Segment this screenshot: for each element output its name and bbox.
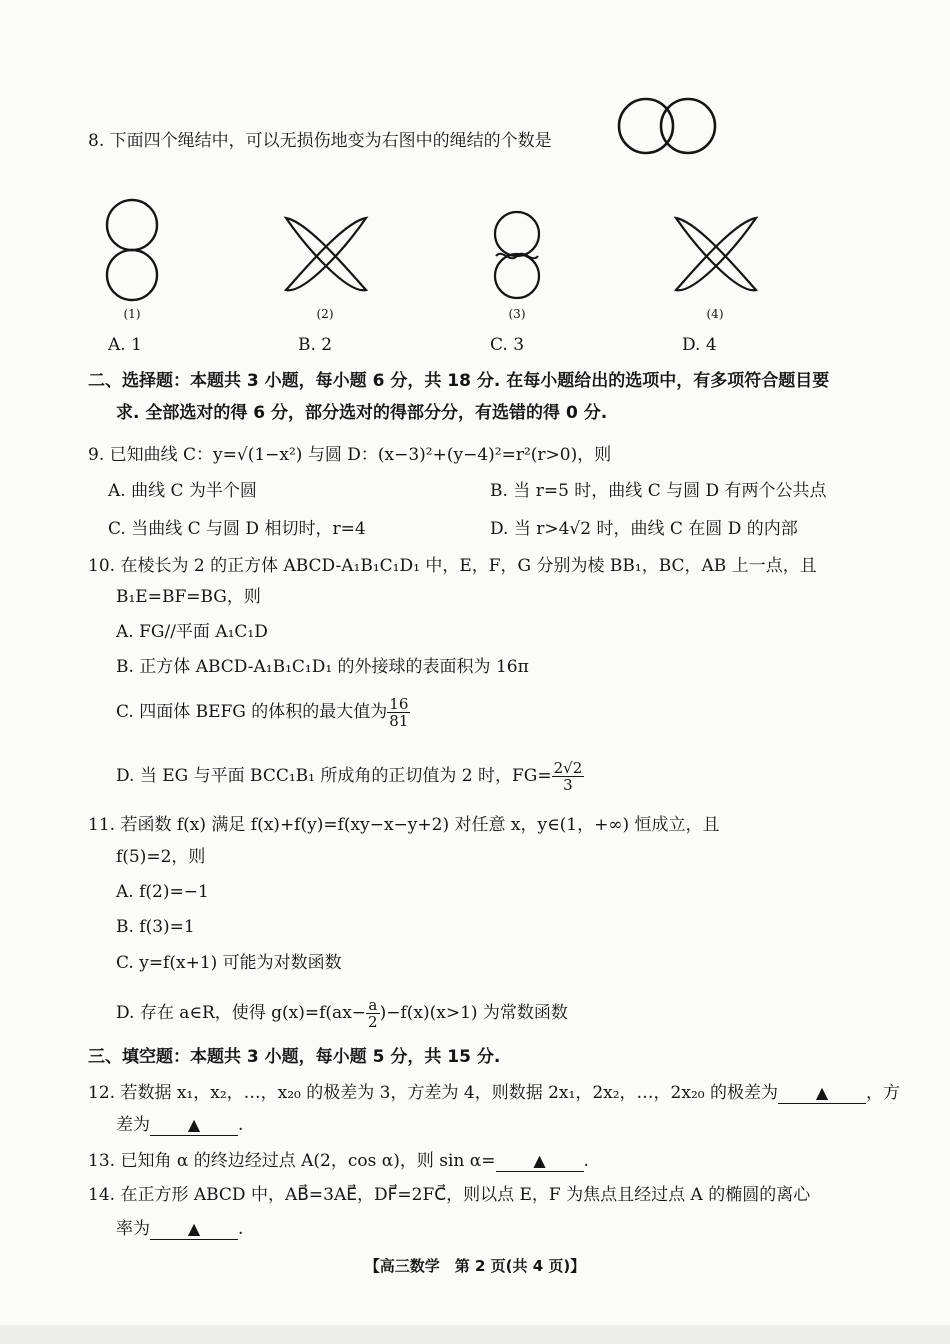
q12-answer-blank-1[interactable]: ▲ bbox=[778, 1083, 866, 1104]
q11-option-d-text: D. 存在 a∈R，使得 g(x)=f(ax− bbox=[116, 1003, 367, 1023]
section2-heading-line1: 二、选择题：本题共 3 小题，每小题 6 分，共 18 分. 在每小题给出的选项中，有多项符合题目要 bbox=[88, 371, 830, 391]
q9-option-d[interactable]: D. 当 r>4√2 时，曲线 C 在圆 D 的内部 bbox=[490, 519, 798, 539]
knot-label-1: (1) bbox=[123, 307, 141, 321]
q9-option-a[interactable]: A. 曲线 C 为半个圆 bbox=[108, 481, 257, 501]
q10-option-d-text: D. 当 EG 与平面 BCC₁B₁ 所成角的正切值为 2 时，FG= bbox=[116, 766, 552, 786]
q14-line2 bbox=[116, 1218, 243, 1240]
q14-line1: 14. 在正方形 ABCD 中，AB⃗=3AE⃗，DF⃗=2FC⃗，则以点 E，F 为焦点且经过点 A 的椭圆的离心 bbox=[88, 1185, 811, 1205]
q9-stem: 9. 已知曲线 C：y=√(1−x²) 与圆 D：(x−3)²+(y−4)²=r²(r>0)，则 bbox=[88, 445, 612, 465]
q12-line1 bbox=[88, 1082, 900, 1104]
q8-option-a[interactable]: A. 1 bbox=[108, 335, 142, 355]
q10-option-a[interactable]: A. FG//平面 A₁C₁D bbox=[116, 622, 268, 642]
knot-label-2: (2) bbox=[316, 307, 334, 321]
q11-option-a[interactable]: A. f(2)=−1 bbox=[116, 882, 209, 902]
q10-option-c[interactable] bbox=[116, 696, 410, 729]
q9-option-b[interactable]: B. 当 r=5 时，曲线 C 与圆 D 有两个公共点 bbox=[490, 481, 827, 501]
q13-suffix: . bbox=[583, 1151, 589, 1171]
q14-line2-text: 率为 bbox=[116, 1219, 150, 1239]
q13-answer-blank[interactable]: ▲ bbox=[496, 1151, 584, 1172]
q13-line bbox=[88, 1150, 589, 1172]
knot-label-4: (4) bbox=[706, 307, 724, 321]
q12-answer-blank-2[interactable]: ▲ bbox=[150, 1115, 238, 1136]
q10-option-c-text: C. 四面体 BEFG 的体积的最大值为 bbox=[116, 702, 388, 722]
section3-heading: 三、填空题：本题共 3 小题，每小题 5 分，共 15 分. bbox=[88, 1047, 501, 1067]
q8-stem: 8. 下面四个绳结中，可以无损伤地变为右图中的绳结的个数是 bbox=[88, 131, 552, 151]
q10-option-b[interactable]: B. 正方体 ABCD-A₁B₁C₁D₁ 的外接球的表面积为 16π bbox=[116, 657, 529, 677]
q10-stem-line1: 10. 在棱长为 2 的正方体 ABCD-A₁B₁C₁D₁ 中，E，F，G 分别为棱 BB₁，BC，AB 上一点，且 bbox=[88, 556, 817, 576]
knot-label-3: (3) bbox=[508, 307, 526, 321]
page-footer: 【高三数学 第 2 页(共 4 页)】 bbox=[364, 1257, 586, 1275]
q8-option-b[interactable]: B. 2 bbox=[298, 335, 333, 355]
q11-stem-line1: 11. 若函数 f(x) 满足 f(x)+f(y)=f(xy−x−y+2) 对任意 x，y∈(1，+∞) 恒成立，且 bbox=[88, 815, 720, 835]
q12-line2-suffix: . bbox=[238, 1115, 244, 1135]
section2-heading-line2: 求. 全部选对的得 6 分，部分选对的得部分分，有选错的得 0 分. bbox=[116, 403, 608, 423]
reference-knot-figure bbox=[612, 94, 724, 160]
q11-option-d[interactable] bbox=[116, 997, 568, 1030]
knot-figure-4 bbox=[668, 210, 764, 298]
q14-suffix: . bbox=[238, 1219, 244, 1239]
q11-option-d-fraction: $\frac{a}{2}$ bbox=[368, 996, 378, 1031]
q10-stem-line2: B₁E=BF=BG，则 bbox=[116, 587, 261, 607]
knot-figure-2 bbox=[278, 210, 374, 298]
q11-stem-line2: f(5)=2，则 bbox=[116, 847, 206, 867]
q11-option-b[interactable]: B. f(3)=1 bbox=[116, 917, 195, 937]
q12-line2-text: 差为 bbox=[116, 1115, 150, 1135]
q12-text: 12. 若数据 x₁，x₂，…，x₂₀ 的极差为 3，方差为 4，则数据 2x₁，2x₂，…，2x₂₀ 的极差为 bbox=[88, 1083, 778, 1103]
knot-figure-3 bbox=[488, 210, 546, 302]
q8-option-d[interactable]: D. 4 bbox=[682, 335, 717, 355]
q12-suffix: ，方 bbox=[866, 1083, 900, 1103]
scan-bottom-strip bbox=[0, 1325, 950, 1344]
q10-option-c-fraction: $\frac{16}{81}$ bbox=[389, 695, 409, 730]
q11-option-d-suffix: )−f(x)(x>1) 为常数函数 bbox=[379, 1003, 568, 1023]
q8-option-c[interactable]: C. 3 bbox=[490, 335, 525, 355]
q14-answer-blank[interactable]: ▲ bbox=[150, 1219, 238, 1240]
q9-option-c[interactable]: C. 当曲线 C 与圆 D 相切时，r=4 bbox=[108, 519, 366, 539]
q10-option-d[interactable] bbox=[116, 760, 584, 793]
q12-line2 bbox=[116, 1114, 243, 1136]
q13-text: 13. 已知角 α 的终边经过点 A(2，cos α)，则 sin α= bbox=[88, 1151, 496, 1171]
q11-option-c[interactable]: C. y=f(x+1) 可能为对数函数 bbox=[116, 953, 342, 973]
q10-option-d-fraction: $\frac{2√2}{3}$ bbox=[553, 759, 583, 794]
knot-figure-1 bbox=[102, 198, 162, 304]
